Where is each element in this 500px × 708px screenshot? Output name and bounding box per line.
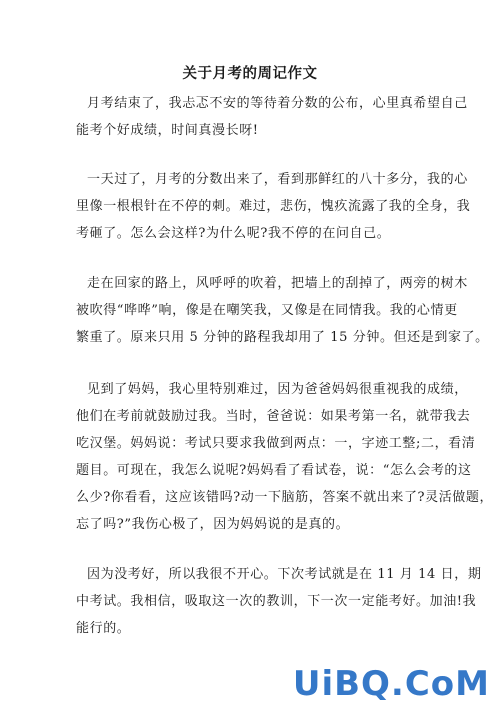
paragraph-3 bbox=[76, 270, 489, 351]
paragraph-line: 吃汉堡。妈妈说：考试只要求我做到两点：一，字迹工整;二，看清 bbox=[76, 436, 476, 451]
paragraph-line: 考砸了。怎么会这样?为什么呢?我不停的在问自己。 bbox=[76, 226, 391, 241]
paragraph-line: 里像一根根针在不停的刺。难过，悲伤，愧疚流露了我的全身，我 bbox=[76, 199, 471, 214]
paragraph-line: 因为没考好，所以我很不开心。下次考试就是在 11 月 14 日，期 bbox=[87, 567, 482, 582]
paragraph-5 bbox=[76, 561, 482, 642]
paragraph-4 bbox=[76, 376, 494, 538]
paragraph-line: 被吹得“哗哗”响，像是在嘲笑我，又像是在同情我。我的心情更 bbox=[76, 303, 458, 318]
site-watermark: UiBQ.CoM bbox=[292, 664, 490, 704]
paragraph-line: 他们在考前就鼓励过我。当时，爸爸说：如果考第一名，就带我去 bbox=[76, 409, 471, 424]
paragraph-line: 忘了吗?”我伤心极了，因为妈妈说的是真的。 bbox=[76, 517, 350, 532]
paragraph-line: 中考试。我相信，吸取这一次的教训，下一次一定能考好。加油!我 bbox=[76, 594, 477, 609]
paragraph-line: 月考结束了，我忐忑不安的等待着分数的公布，心里真希望自己 bbox=[87, 96, 468, 111]
paragraph-line: 繁重了。原来只用 5 分钟的路程我却用了 15 分钟。但还是到家了。 bbox=[76, 330, 489, 345]
paragraph-1 bbox=[76, 90, 468, 144]
paragraph-line: 一天过了，月考的分数出来了，看到那鲜红的八十多分，我的心 bbox=[87, 172, 468, 187]
document-title: 关于月考的周记作文 bbox=[182, 65, 318, 82]
paragraph-line: 题目。可现在，我怎么说呢?妈妈看了看试卷，说：“怎么会考的这 bbox=[76, 463, 472, 478]
paragraph-line: 么少?你看看，这应该错吗?动一下脑筋，答案不就出来了?灵活做题， bbox=[76, 490, 494, 505]
paragraph-line: 见到了妈妈，我心里特别难过，因为爸爸妈妈很重视我的成绩， bbox=[87, 382, 468, 397]
paragraph-2 bbox=[76, 166, 471, 247]
paragraph-line: 能行的。 bbox=[76, 621, 131, 636]
paragraph-line: 能考个好成绩，时间真漫长呀! bbox=[76, 123, 259, 138]
paragraph-line: 走在回家的路上，风呼呼的吹着，把墙上的刮掉了，两旁的树木 bbox=[87, 276, 468, 291]
